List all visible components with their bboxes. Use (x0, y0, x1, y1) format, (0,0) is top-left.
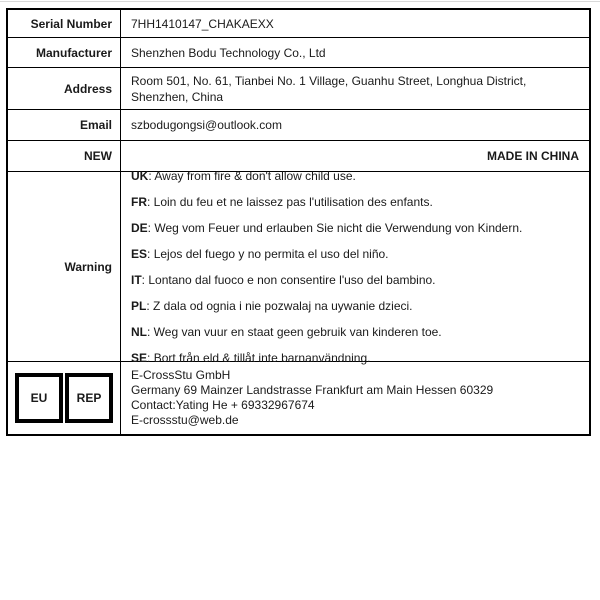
manufacturer-value: Shenzhen Bodu Technology Co., Ltd (131, 45, 326, 60)
email-label: Email (8, 110, 121, 140)
address-value: Room 501, No. 61, Tianbei No. 1 Village, Guanhu Street, Longhua District, Shenzhen, China (131, 73, 527, 104)
eu-rep-company: E-CrossStu GmbH (131, 368, 231, 382)
table-row-email (8, 110, 589, 141)
eu-rep-address: Germany 69 Mainzer Landstrasse Frankfurt am Main Hessen 60329 (131, 383, 494, 397)
warning-line-uk: UK: Away from fire & don't allow child use. (131, 168, 356, 183)
serial-number-value: 7HH1410147_CHAKAEXX (131, 16, 274, 31)
eu-rep-email: E-crossstu@web.de (131, 413, 239, 427)
table-row-eu-rep (8, 362, 589, 434)
warning-line-se: SE: Bort från eld & tillåt inte barnanvändning. (131, 350, 371, 365)
table-row-address (8, 68, 589, 110)
eu-rep-symbol (8, 362, 121, 434)
rep-box: REP (65, 373, 113, 423)
warning-line-es: ES: Lejos del fuego y no permita el uso del niño. (131, 246, 389, 261)
warning-line-de: DE: Weg vom Feuer und erlauben Sie nicht die Verwendung von Kindern. (131, 220, 523, 235)
table-row-condition (8, 141, 589, 172)
made-in-china-text: MADE IN CHINA (487, 149, 579, 163)
email-value: szbodugongsi@outlook.com (131, 118, 282, 132)
eu-rep-contact: Contact:Yating He + 69332967674 (131, 398, 315, 412)
eu-box: EU (15, 373, 63, 423)
condition-label: NEW (8, 141, 121, 171)
table-row-warning (8, 168, 589, 365)
warning-line-it: IT: Lontano dal fuoco e non consentire l'uso del bambino. (131, 272, 436, 287)
eu-rep-contact-block (121, 362, 589, 434)
address-label: Address (8, 68, 121, 109)
manufacturer-label: Manufacturer (8, 38, 121, 67)
serial-number-label: Serial Number (8, 10, 121, 37)
warning-lines-list (121, 168, 589, 365)
table-row-serial-number (8, 10, 589, 38)
warning-label: Warning (8, 172, 121, 361)
scan-artifact-line (0, 1, 600, 2)
eu-rep-boxes (15, 373, 113, 423)
warning-line-nl: NL: Weg van vuur en staat geen gebruik van kinderen toe. (131, 324, 442, 339)
warning-line-pl: PL: Z dala od ognia i nie pozwalaj na uywanie dzieci. (131, 298, 413, 313)
warning-line-fr: FR: Loin du feu et ne laissez pas l'utilisation des enfants. (131, 194, 433, 209)
product-info-table (6, 8, 591, 436)
table-row-manufacturer (8, 38, 589, 68)
